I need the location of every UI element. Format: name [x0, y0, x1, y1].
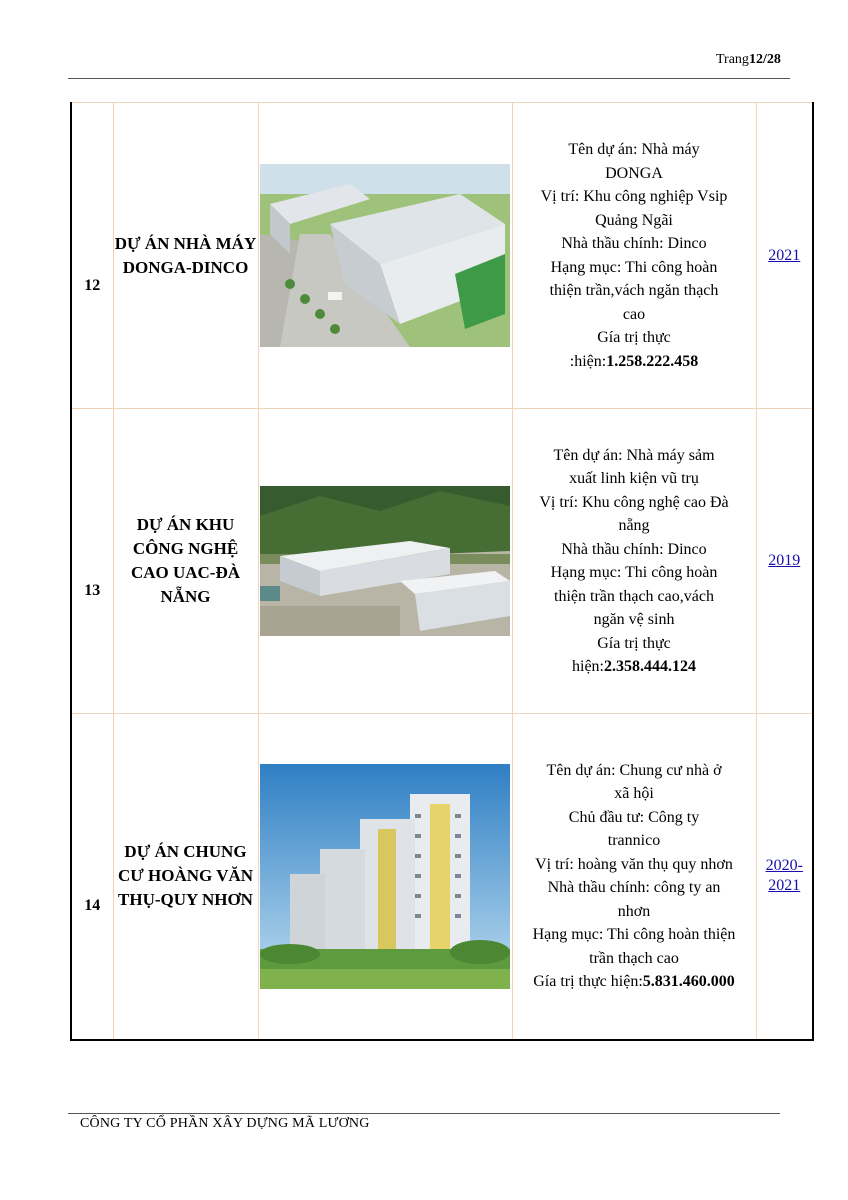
year-link[interactable]: 2020-2021: [765, 857, 803, 895]
table-row: [71, 409, 813, 714]
row-number: 12: [71, 103, 113, 409]
project-name: DỰ ÁN CHUNG CƯ HOÀNG VĂN THỤ-QUY NHƠN: [113, 714, 258, 1040]
project-description: Tên dự án: Nhà máy sảm xuất linh kiện vũ trụ Vị trí: Khu công nghệ cao Đà nẵng Nhà thầu chính: Dinco Hạng mục: Thi công hoàn thiện trần thạch cao,vách ngăn vệ sinh Gía trị thực hiện:2.358.444.124: [512, 409, 756, 714]
project-name: DỰ ÁN NHÀ MÁY DONGA-DINCO: [113, 103, 258, 409]
table-row: [71, 103, 813, 409]
year-link[interactable]: 2019: [768, 552, 801, 569]
page-number: Trang12/28: [716, 52, 781, 67]
row-number: 14: [71, 714, 113, 1040]
project-image-apartment: [258, 714, 512, 1040]
project-description: Tên dự án: Chung cư nhà ở xã hội Chủ đầu tư: Công ty trannico Vị trí: hoàng văn thụ quy nhơn Nhà thầu chính: công ty an nhơn Hạng mục: Thi công hoàn thiện trần thạch cao Gía trị thực hiện:5.831.460.000: [512, 714, 756, 1040]
project-image-hightech-park: [258, 409, 512, 714]
project-value: 5.831.460.000: [642, 973, 735, 991]
header-rule: [68, 78, 790, 79]
project-year: [756, 103, 813, 409]
year-link[interactable]: 2021: [768, 246, 801, 264]
projects-table: [70, 102, 814, 1041]
project-name: DỰ ÁN KHU CÔNG NGHỆ CAO UAC-ĐÀ NẴNG: [113, 409, 258, 714]
footer-company: CÔNG TY CỔ PHẦN XÂY DỰNG MÃ LƯƠNG: [80, 1116, 370, 1131]
footer-rule: [68, 1113, 780, 1114]
project-year: [756, 714, 813, 1040]
project-image-factory: [258, 103, 512, 409]
project-value: 1.258.222.458: [606, 352, 699, 370]
project-value: 2.358.444.124: [604, 658, 696, 675]
row-number: 13: [71, 409, 113, 714]
project-year: [756, 409, 813, 714]
project-description: Tên dự án: Nhà máy DONGA Vị trí: Khu công nghiệp Vsip Quảng Ngãi Nhà thầu chính: Dinco Hạng mục: Thi công hoàn thiện trần,vách ngăn thạch cao Gía trị thực :hiện:1.258.222.458: [512, 103, 756, 409]
table-row: [71, 714, 813, 1040]
